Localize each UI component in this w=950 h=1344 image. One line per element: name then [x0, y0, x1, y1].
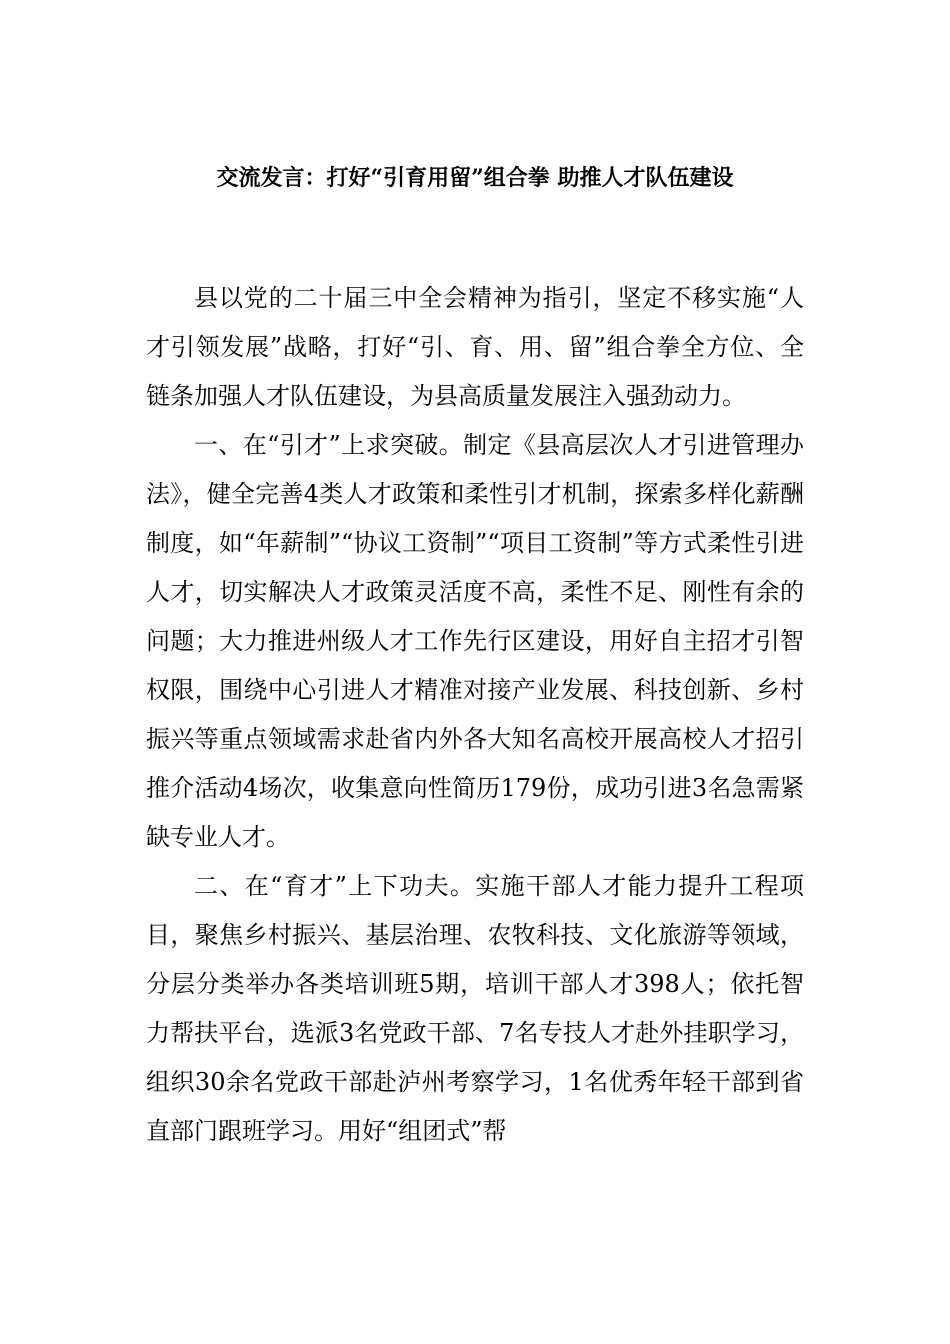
paragraph-cultivate-talent: 二、在“育才”上下功夫。实施干部人才能力提升工程项目，聚焦乡村振兴、基层治理、农牧科技、文化旅游等领域，分层分类举办各类培训班5期，培训干部人才398人；依托智力帮扶平台，选派3名党政干部、7名专技人才赴外挂职学习，组织30余名党政干部赴泸州考察学习，1名优秀年轻干部到省直部门跟班学习。用好“组团式”帮: [146, 872, 804, 1145]
paragraph-intro: 县以党的二十届三中全会精神为指引，坚定不移实施“人才引领发展”战略，打好“引、育、用、留”组合拳全方位、全链条加强人才队伍建设，为县高质量发展注入强劲动力。: [146, 284, 804, 410]
document-title: 交流发言：打好“引育用留”组合拳 助推人才队伍建设: [216, 165, 734, 191]
document-body: [146, 274, 804, 1156]
paragraph-recruit-talent: 一、在“引才”上求突破。制定《县高层次人才引进管理办法》，健全完善4类人才政策和柔性引才机制，探索多样化薪酬制度，如“年薪制”“协议工资制”“项目工资制”等方式柔性引进人才，切实解决人才政策灵活度不高，柔性不足、刚性有余的问题；大力推进州级人才工作先行区建设，用好自主招才引智权限，围绕中心引进人才精准对接产业发展、科技创新、乡村振兴等重点领域需求赴省内外各大知名高校开展高校人才招引推介活动4场次，收集意向性简历179份，成功引进3名急需紧缺专业人才。: [146, 431, 804, 851]
